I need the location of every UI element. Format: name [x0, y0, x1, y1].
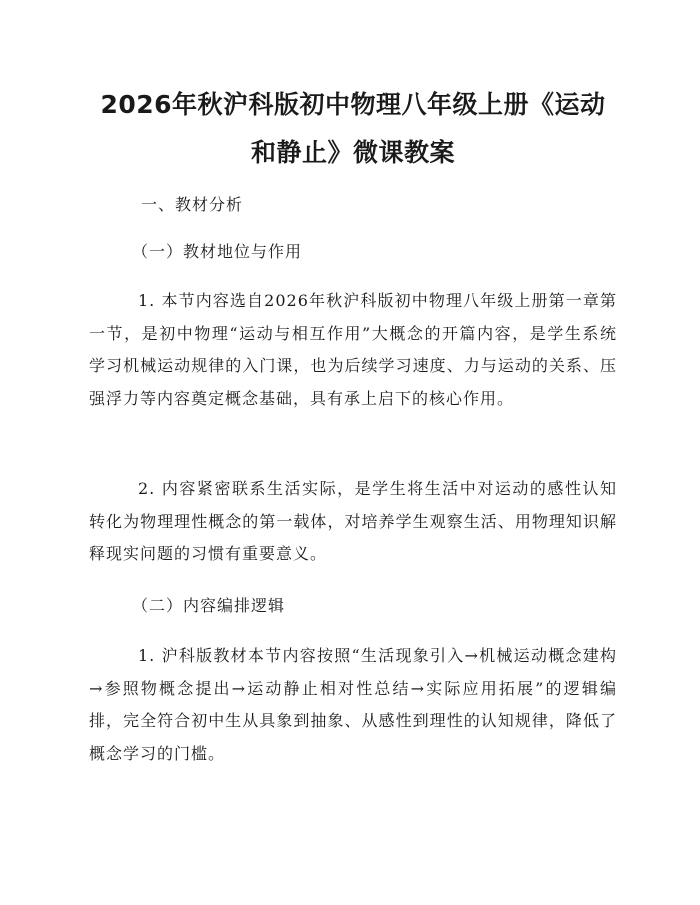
paragraph-position-2: 2. 内容紧密联系生活实际，是学生将生活中对运动的感性认知转化为物理理性概念的第一载体，对培养学生观察生活、用物理知识解释现实问题的习惯有重要意义。 [89, 479, 617, 563]
section-heading-textbook-analysis: 一、教材分析 [141, 195, 244, 214]
subsection-heading-position-role: （一）教材地位与作用 [132, 242, 303, 261]
paragraph-logic-1: 1. 沪科版教材本节内容按照“生活现象引入→机械运动概念建构→参照物概念提出→运动静止相对性总结→实际应用拓展”的逻辑编排，完全符合初中生从具象到抽象、从感性到理性的认知规律，降低了概念学习的门槛。 [89, 646, 617, 763]
document-title-line-1: 2026年秋沪科版初中物理八年级上册《运动 [100, 90, 606, 119]
paragraph-position-1: 1. 本节内容选自2026年秋沪科版初中物理八年级上册第一章第一节，是初中物理“运动与相互作用”大概念的开篇内容，是学生系统学习机械运动规律的入门课，也为后续学习速度、力与运动的关系、压强浮力等内容奠定概念基础，具有承上启下的核心作用。 [89, 291, 617, 408]
subsection-heading-content-logic: （二）内容编排逻辑 [132, 596, 286, 615]
document-title-line-2: 和静止》微课教案 [250, 138, 455, 167]
